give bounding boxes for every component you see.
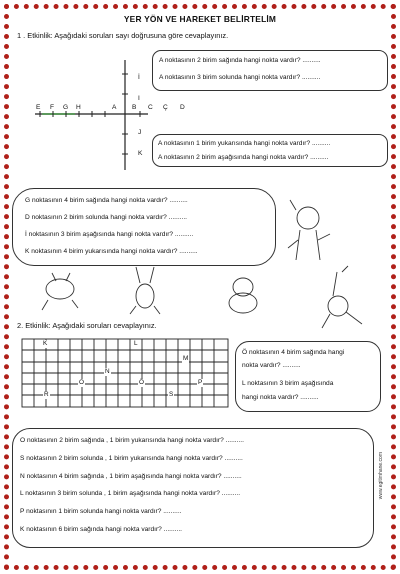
question-text: S noktasının 2 birim solunda , 1 birim yukarısında hangi nokta vardır? .......... (20, 455, 243, 462)
question-text: L noktasının 3 birim aşağısında (242, 380, 334, 387)
question-box-middle (152, 134, 388, 167)
number-line-label-f: F (50, 104, 55, 111)
number-line-label-c-cedilla: Ç (163, 104, 168, 111)
number-line-label-g: G (63, 104, 69, 111)
question-text: P noktasının 1 birim solunda hangi nokta vardır? .......... (20, 508, 182, 515)
vertical-label-j: J (138, 129, 142, 136)
question-text: N noktasının 4 birim sağında , 1 birim aşağısında hangi nokta vardır? .......... (20, 473, 242, 480)
question-text: K noktasının 4 birim yukarısında hangi nokta vardır? .......... (25, 248, 198, 255)
question-box-left (12, 188, 276, 266)
question-text: O noktasının 2 birim sağında , 1 birim yukarısında hangi nokta vardır? .......... (20, 437, 244, 444)
question-text: A noktasının 2 birim sağında hangi nokta vardır? .......... (159, 57, 321, 64)
question-box-right (235, 341, 381, 412)
grid-label-k: K (43, 340, 48, 347)
question-text: Ö noktasının 4 birim sağında hangi (242, 349, 345, 356)
activity1-instruction: 1 . Etkinlik: Aşağıdaki soruları sayı doğrusuna göre cevaplayınız. (17, 31, 229, 40)
grid-label-o: O (79, 379, 84, 386)
grid-label-r: R (44, 391, 49, 398)
question-text: G noktasının 4 birim sağında hangi nokta vardır? .......... (25, 197, 188, 204)
number-line-label-d: D (180, 104, 185, 111)
grid-label-m: M (183, 355, 189, 362)
number-line-label-b: B (132, 104, 137, 111)
question-text: hangi nokta vardır? .......... (242, 394, 319, 401)
grid-label-n: N (105, 368, 110, 375)
question-text: K noktasının 6 birim sağında hangi nokta vardır? .......... (20, 526, 183, 533)
page-title: YER YÖN VE HAREKET BELİRTELİM (123, 14, 277, 24)
number-line-label-a: A (112, 104, 117, 111)
vertical-label-k: K (138, 150, 143, 157)
question-text: L noktasının 3 birim solunda , 1 birim aşağısında hangi nokta vardır? .......... (20, 490, 241, 497)
question-text: A noktasının 3 birim solunda hangi nokta vardır? .......... (159, 74, 321, 81)
grid-label-l: L (134, 340, 138, 347)
question-text: İ noktasının 3 birim aşağısında hangi nokta vardır? .......... (25, 231, 194, 238)
activity2-instruction: 2. Etkinlik: Aşağıdaki soruları cevaplayınız. (17, 321, 157, 330)
question-text: nokta vardır? .......... (242, 362, 301, 369)
grid-label-p: P (198, 379, 203, 386)
grid-label-o-umlaut: Ö (139, 379, 144, 386)
question-text: A noktasının 1 birim yukarısında hangi nokta vardır? .......... (158, 140, 331, 147)
grid-label-s: S (169, 391, 174, 398)
number-line-label-c: C (148, 104, 153, 111)
question-text: D noktasının 2 birim solunda hangi nokta vardır? .......... (25, 214, 187, 221)
question-text: A noktasının 2 birim aşağısında hangi nokta vardır? .......... (158, 154, 329, 161)
question-box-top (152, 50, 388, 91)
vertical-label-i: I (138, 95, 140, 102)
vertical-label-i-dot: İ (138, 74, 140, 81)
question-box-bottom (12, 428, 374, 548)
number-line-label-e: E (36, 104, 41, 111)
number-line-label-h: H (76, 104, 81, 111)
side-watermark: www.egitimhane.com (378, 452, 384, 500)
